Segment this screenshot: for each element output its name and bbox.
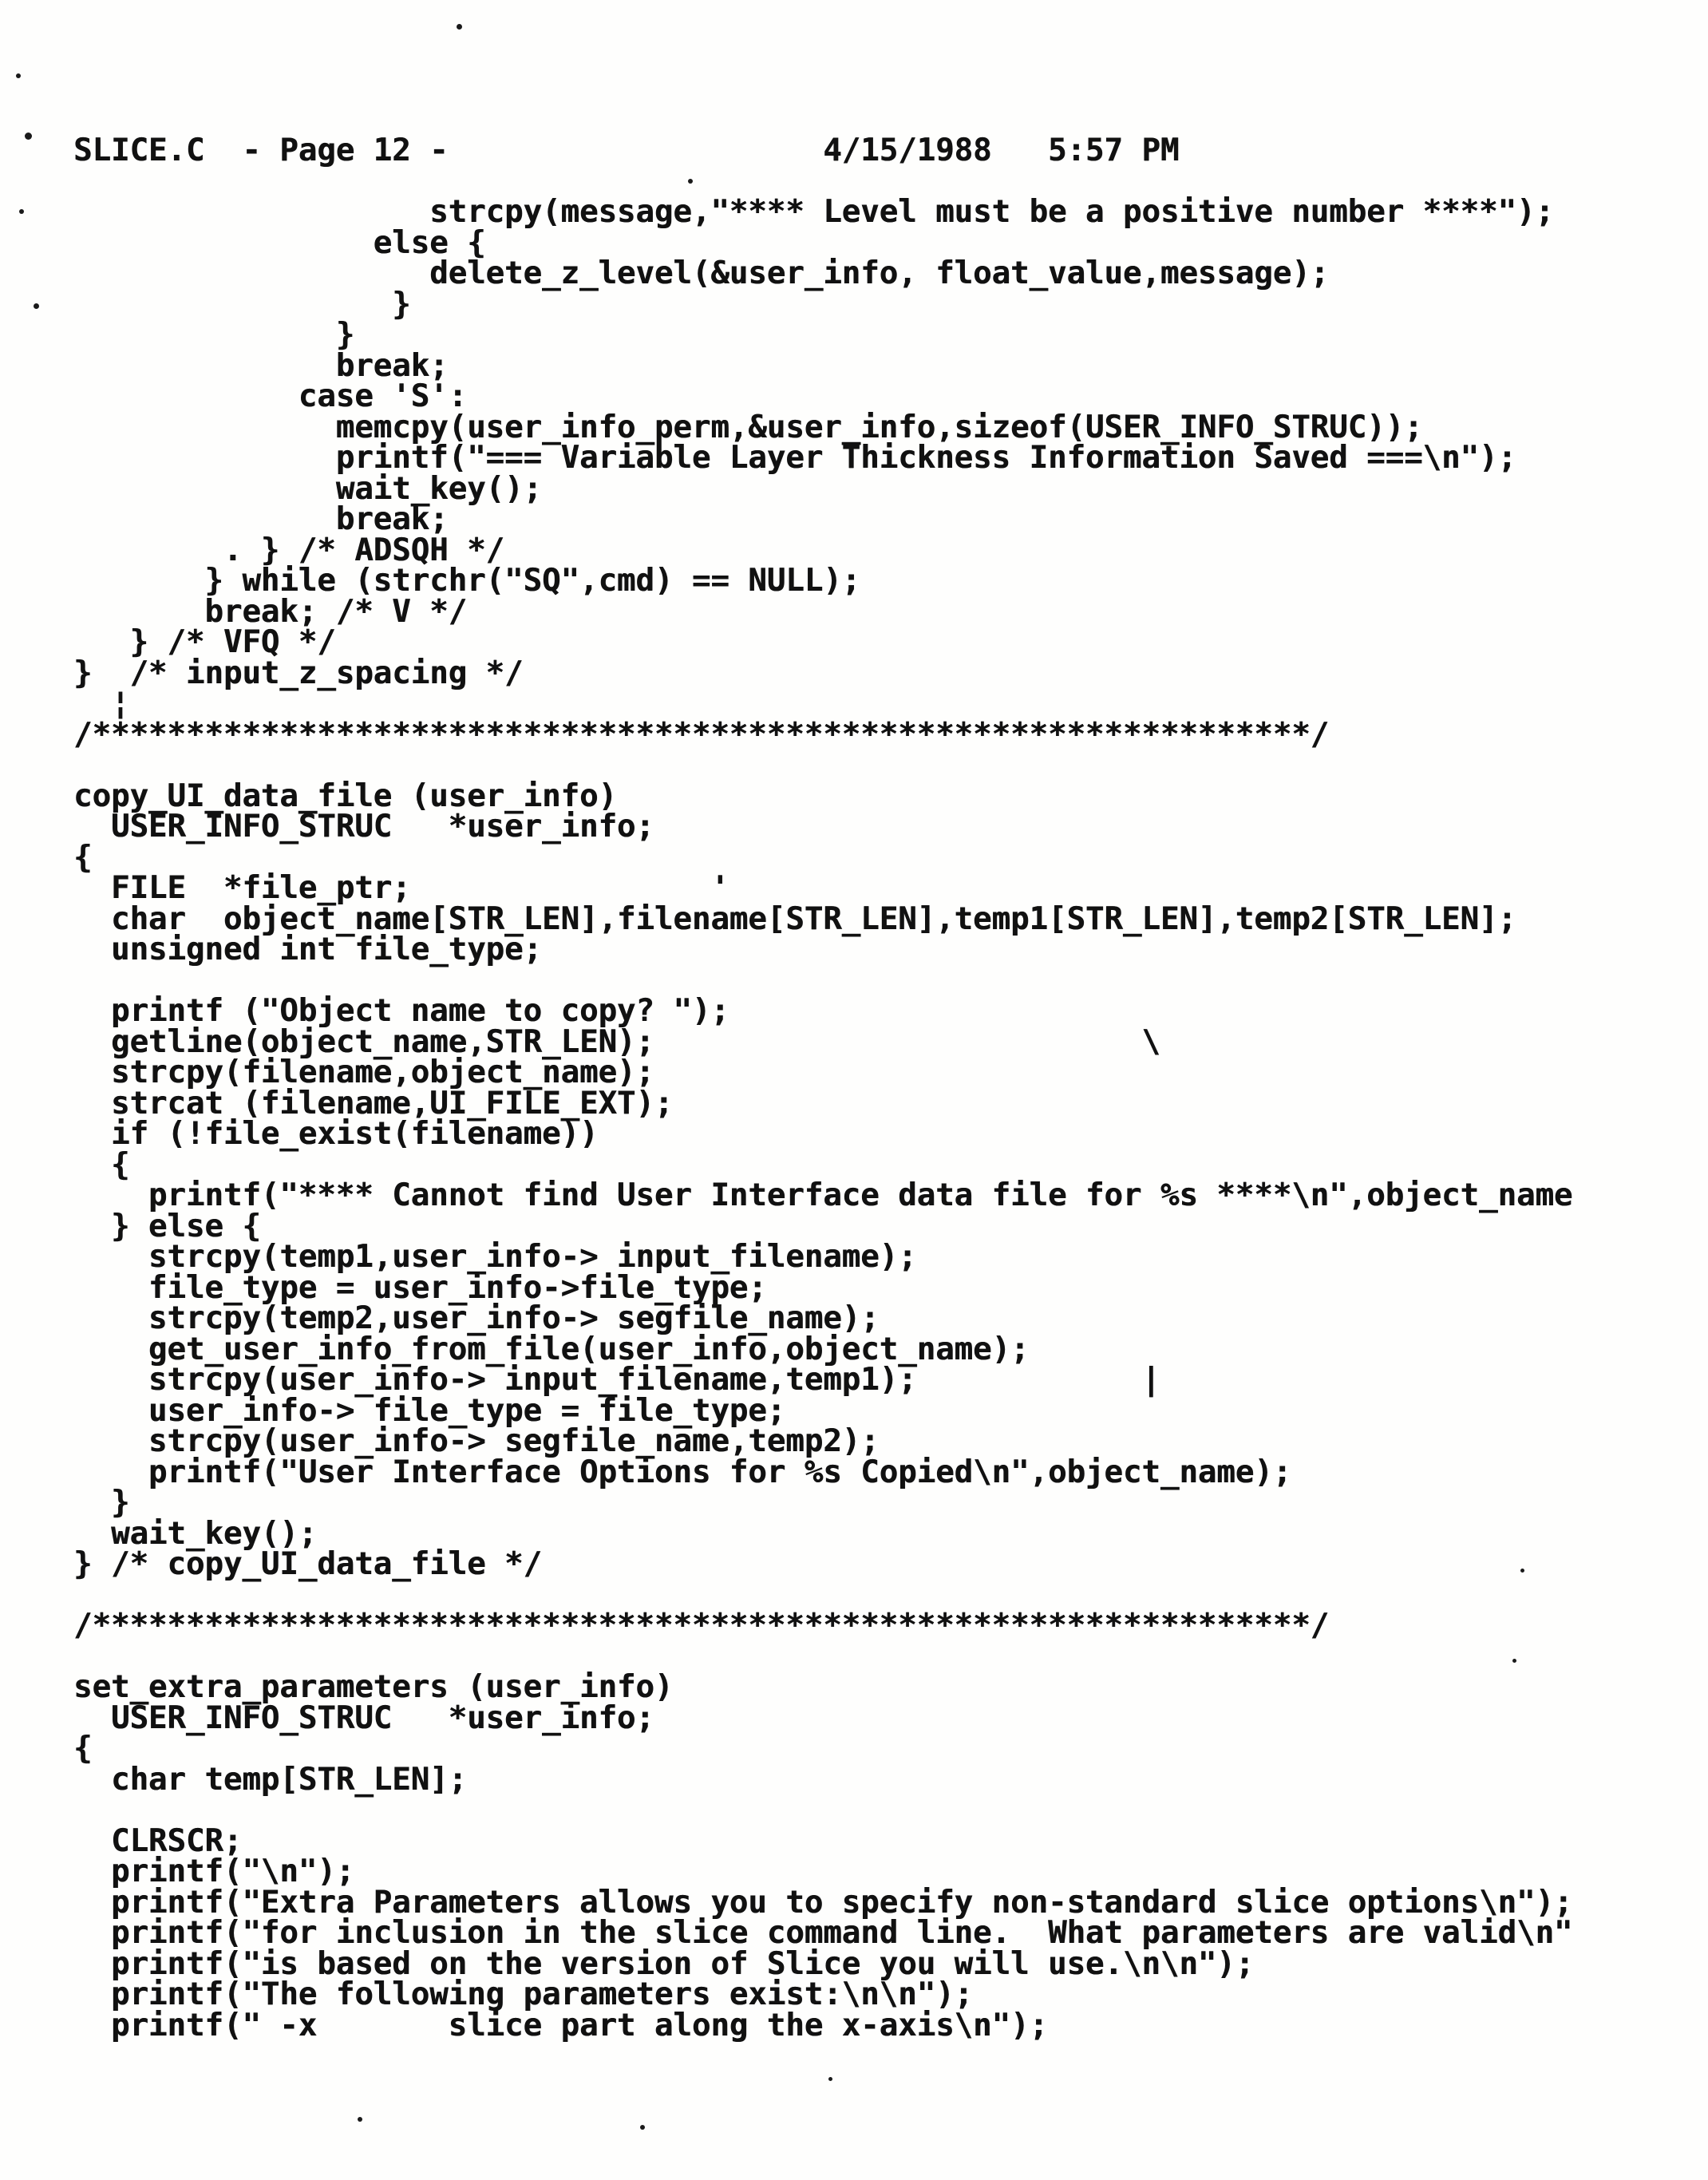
print-noise-dot — [34, 303, 39, 309]
print-noise-dot — [688, 179, 693, 184]
source-code-listing: SLICE.C - Page 12 - 4/15/1988 5:57 PM strcpy(message,"**** Level must be a positive number ****"); else { delete_z_level(&user_info, float_value,message); } } break; case 'S': memcpy(user_info_perm,&user_info,sizeof(USER_INFO_STRUC)); printf("=== Variable Layer Thickness Information Saved ===\n"); wait_key(); break; . } /* ADSQH */ } while (strchr("SQ",cmd) == NULL); break; /* V */ } /* VFQ */ } /* input_z_spacing */ ¦ /*****************************************************************/ copy_UI_data_file (user_info) USER_INFO_STRUC *user_info; { FILE *file_ptr; ' char object_name[STR_LEN],filename[STR_LEN],temp1[STR_LEN],temp2[STR_LEN]; unsigned int file_type; printf ("Object name to copy? "); getline(object_name,STR_LEN); \ strcpy(filename,object_name); strcat (filename,UI_FILE_EXT); if (!file_exist(filename)) { printf("**** Cannot find User Interface data file for %s ****\n",object_name } else { strcpy(temp1,user_info-> input_filename); file_type = user_info->file_type; strcpy(temp2,user_info-> segfile_name); get_user_info_from_file(user_info,object_name); strcpy(user_info-> input_filename,temp1); | user_info-> file_type = file_type; strcpy(user_info-> segfile_name,temp2); printf("User Interface Options for %s Copied\n",object_name); } wait_key(); } /* copy_UI_data_file */ /*****************************************************************/ set_extra_parameters (user_info) USER_INFO_STRUC *user_info; { char temp[STR_LEN]; CLRSCR; printf("\n"); printf("Extra Parameters allows you to specify non-standard slice options\n"); printf("for inclusion in the slice command line. What parameters are valid\n" printf("is based on the version of Slice you will use.\n\n"); printf("The following parameters exist:\n\n"); printf(" -x slice part along the x-axis\n"); — [73, 133, 1573, 2044]
print-noise-dot — [358, 2117, 362, 2122]
print-noise-dot — [19, 209, 24, 214]
print-noise-dot — [828, 2077, 832, 2081]
print-noise-dot — [16, 73, 21, 78]
print-noise-dot — [640, 2125, 645, 2130]
print-noise-dot — [25, 133, 32, 140]
print-noise-dot — [1520, 1569, 1524, 1573]
print-noise-dot — [457, 24, 462, 30]
print-noise-dot — [1512, 1659, 1516, 1663]
